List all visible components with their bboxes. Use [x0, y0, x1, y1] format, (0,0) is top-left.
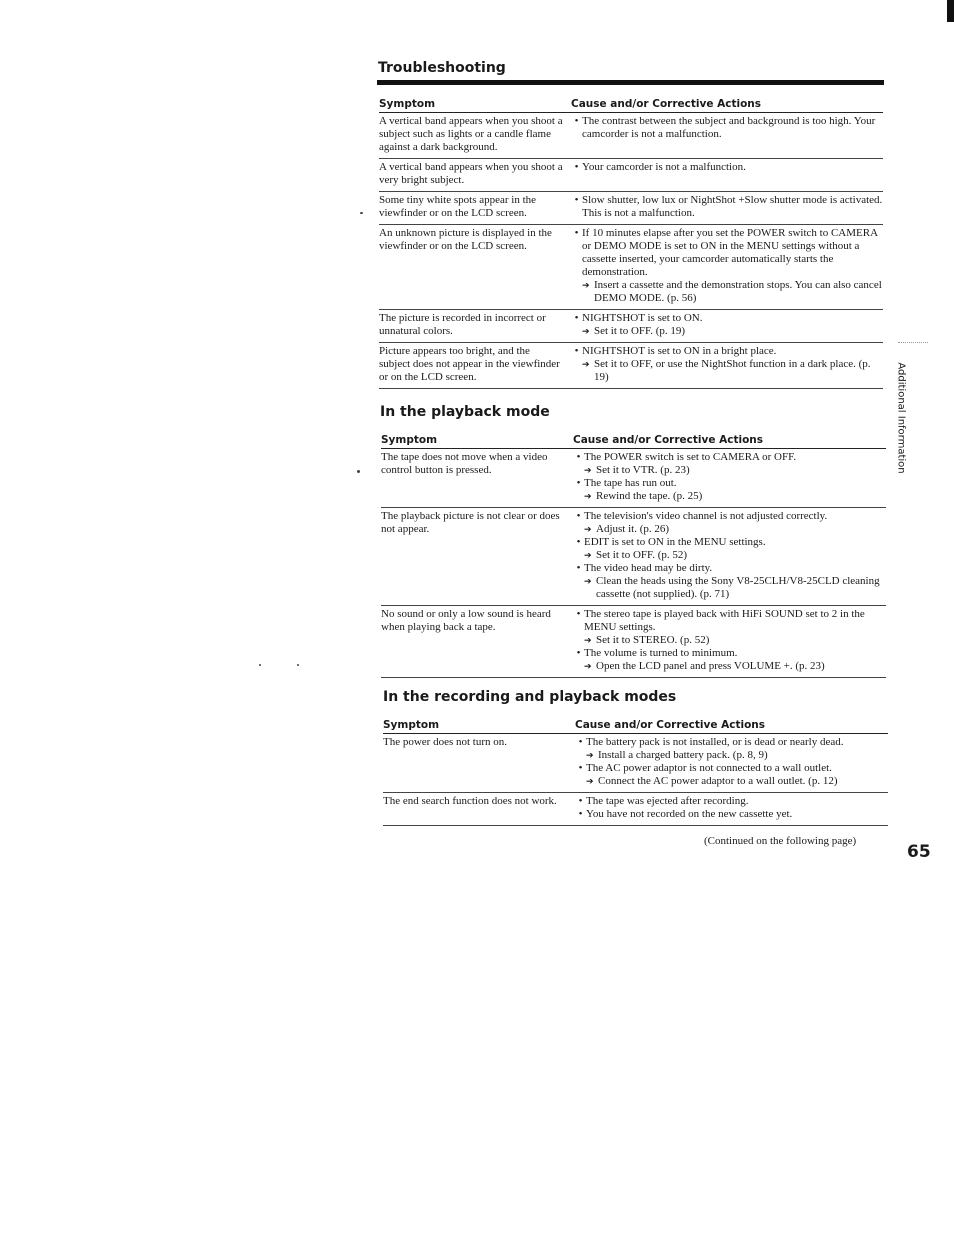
column-header-cause: Cause and/or Corrective Actions — [573, 433, 886, 449]
cause-cell — [575, 734, 888, 793]
column-header-cause: Cause and/or Corrective Actions — [571, 97, 883, 113]
action-text: Set it to OFF. (p. 19) — [594, 325, 686, 337]
symptom-cell: The picture is recorded in incorrect or unnatural colors. — [379, 310, 571, 343]
scan-speck — [360, 212, 363, 214]
bullet-icon: • — [578, 795, 583, 807]
cause-text: The contrast between the subject and background is too high. Your camcorder is not a malfunction. — [582, 115, 876, 140]
table-header-row — [379, 97, 883, 113]
cause-cell — [575, 793, 888, 826]
cause-text: The tape has run out. — [584, 477, 677, 489]
arrow-icon: ➔ — [584, 465, 592, 475]
arrow-icon: ➔ — [584, 661, 592, 671]
symptom-cell: Picture appears too bright, and the subject does not appear in the viewfinder or on the LCD screen. — [379, 343, 571, 389]
cause-item — [573, 647, 886, 660]
bullet-icon: • — [576, 562, 581, 574]
troubleshooting-table-playback — [381, 433, 886, 678]
bullet-icon: • — [574, 227, 579, 239]
cause-text: The POWER switch is set to CAMERA or OFF. — [584, 451, 797, 463]
arrow-icon: ➔ — [582, 326, 590, 336]
cause-text: The battery pack is not installed, or is dead or nearly dead. — [586, 736, 844, 748]
symptom-cell: Some tiny white spots appear in the viewfinder or on the LCD screen. — [379, 192, 571, 225]
table-row — [379, 159, 883, 192]
scan-speck — [297, 664, 299, 666]
action-text: Set it to OFF. (p. 52) — [596, 549, 688, 561]
side-tab-label — [894, 358, 908, 478]
symptom-cell: No sound or only a low sound is heard when playing back a tape. — [381, 606, 573, 678]
bullet-icon: • — [576, 451, 581, 463]
arrow-icon: ➔ — [584, 576, 592, 586]
cause-cell — [571, 343, 883, 389]
cause-item — [573, 477, 886, 490]
symptom-cell: The power does not turn on. — [383, 734, 575, 793]
table-row — [379, 225, 883, 310]
cause-cell — [571, 192, 883, 225]
cause-item — [571, 115, 883, 141]
action-text: Insert a cassette and the demonstration stops. You can also cancel DEMO MODE. (p. 56) — [594, 279, 882, 304]
column-header-symptom: Symptom — [383, 718, 575, 734]
table-row — [379, 343, 883, 389]
symptom-cell: The playback picture is not clear or does not appear. — [381, 508, 573, 606]
action-text: Adjust it. (p. 26) — [596, 523, 670, 535]
arrow-icon: ➔ — [584, 550, 592, 560]
bullet-icon: • — [576, 510, 581, 522]
arrow-icon: ➔ — [586, 750, 594, 760]
action-text: Connect the AC power adaptor to a wall outlet. (p. 12) — [598, 775, 838, 787]
table-header-row — [381, 433, 886, 449]
action-text: Set it to OFF, or use the NightShot function in a dark place. (p. 19) — [594, 358, 871, 383]
action-text: Rewind the tape. (p. 25) — [596, 490, 703, 502]
arrow-icon: ➔ — [582, 359, 590, 369]
cause-text: The AC power adaptor is not connected to a wall outlet. — [586, 762, 832, 774]
cause-text: You have not recorded on the new cassette yet. — [586, 808, 793, 820]
section-heading-recording-playback: In the recording and playback modes — [383, 689, 677, 705]
cause-cell — [571, 310, 883, 343]
corrective-action — [573, 575, 886, 601]
column-header-symptom: Symptom — [381, 433, 573, 449]
cause-text: NIGHTSHOT is set to ON. — [582, 312, 703, 324]
bullet-icon: • — [574, 194, 579, 206]
cause-text: The stereo tape is played back with HiFi SOUND set to 2 in the MENU settings. — [584, 608, 865, 633]
cause-cell — [573, 508, 886, 606]
cause-text: The television's video channel is not adjusted correctly. — [584, 510, 828, 522]
cause-item — [575, 762, 888, 775]
action-text: Set it to STEREO. (p. 52) — [596, 634, 710, 646]
corrective-action — [573, 523, 886, 536]
page-edge-tab — [947, 0, 954, 22]
table-row — [383, 793, 888, 826]
bullet-icon: • — [576, 536, 581, 548]
cause-item — [575, 808, 888, 821]
cause-item — [573, 536, 886, 549]
cause-cell — [571, 113, 883, 159]
corrective-action — [571, 358, 883, 384]
cause-item — [571, 345, 883, 358]
cause-text: The video head may be dirty. — [584, 562, 713, 574]
column-header-cause: Cause and/or Corrective Actions — [575, 718, 888, 734]
cause-text: Slow shutter, low lux or NightShot +Slow shutter mode is activated. This is not a malfunction. — [582, 194, 883, 219]
corrective-action — [573, 490, 886, 503]
cause-text: NIGHTSHOT is set to ON in a bright place. — [582, 345, 777, 357]
section-heading-playback: In the playback mode — [380, 404, 550, 420]
page-number: 65 — [907, 842, 931, 862]
corrective-action — [573, 660, 886, 673]
cause-item — [573, 608, 886, 634]
title-rule — [377, 80, 884, 85]
troubleshooting-table-general — [379, 97, 883, 389]
cause-item — [571, 161, 883, 174]
corrective-action — [573, 464, 886, 477]
arrow-icon: ➔ — [582, 280, 590, 290]
corrective-action — [573, 634, 886, 647]
cause-item — [571, 227, 883, 279]
cause-text: EDIT is set to ON in the MENU settings. — [584, 536, 766, 548]
cause-item — [571, 194, 883, 220]
symptom-cell: A vertical band appears when you shoot a subject such as lights or a candle flame against a dark background. — [379, 113, 571, 159]
corrective-action — [571, 325, 883, 338]
action-text: Open the LCD panel and press VOLUME +. (p. 23) — [596, 660, 825, 672]
cause-item — [573, 451, 886, 464]
corrective-action — [573, 549, 886, 562]
bullet-icon: • — [574, 161, 579, 173]
cause-text: If 10 minutes elapse after you set the POWER switch to CAMERA or DEMO MODE is set to ON in the MENU settings without a cassette inserted, your camcorder automatically starts the demonstration. — [582, 227, 878, 278]
corrective-action — [575, 775, 888, 788]
scan-smudge — [898, 342, 928, 349]
symptom-cell: A vertical band appears when you shoot a very bright subject. — [379, 159, 571, 192]
page-title: Troubleshooting — [378, 60, 506, 76]
cause-text: The tape was ejected after recording. — [586, 795, 749, 807]
arrow-icon: ➔ — [584, 524, 592, 534]
action-text: Set it to VTR. (p. 23) — [596, 464, 690, 476]
bullet-icon: • — [578, 736, 583, 748]
cause-item — [571, 312, 883, 325]
table-row — [381, 606, 886, 678]
cause-cell — [573, 606, 886, 678]
column-header-symptom: Symptom — [379, 97, 571, 113]
table-row — [379, 310, 883, 343]
table-row — [383, 734, 888, 793]
cause-text: Your camcorder is not a malfunction. — [582, 161, 746, 173]
bullet-icon: • — [574, 345, 579, 357]
cause-item — [575, 795, 888, 808]
arrow-icon: ➔ — [584, 491, 592, 501]
corrective-action — [575, 749, 888, 762]
table-row — [379, 113, 883, 159]
corrective-action — [571, 279, 883, 305]
arrow-icon: ➔ — [584, 635, 592, 645]
symptom-cell: The tape does not move when a video control button is pressed. — [381, 449, 573, 508]
bullet-icon: • — [576, 477, 581, 489]
cause-cell — [571, 159, 883, 192]
cause-item — [573, 562, 886, 575]
bullet-icon: • — [576, 647, 581, 659]
cause-cell — [573, 449, 886, 508]
cause-item — [573, 510, 886, 523]
cause-cell — [571, 225, 883, 310]
table-row — [381, 508, 886, 606]
bullet-icon: • — [574, 312, 579, 324]
side-tab-text: Additional Information — [895, 362, 907, 474]
cause-item — [575, 736, 888, 749]
action-text: Install a charged battery pack. (p. 8, 9) — [598, 749, 768, 761]
cause-text: The volume is turned to minimum. — [584, 647, 738, 659]
symptom-cell: The end search function does not work. — [383, 793, 575, 826]
bullet-icon: • — [576, 608, 581, 620]
action-text: Clean the heads using the Sony V8-25CLH/V8-25CLD cleaning cassette (not supplied). (p. 71) — [596, 575, 880, 600]
table-header-row — [383, 718, 888, 734]
bullet-icon: • — [574, 115, 579, 127]
arrow-icon: ➔ — [586, 776, 594, 786]
symptom-cell: An unknown picture is displayed in the viewfinder or on the LCD screen. — [379, 225, 571, 310]
table-row — [379, 192, 883, 225]
scan-speck — [259, 664, 261, 666]
bullet-icon: • — [578, 762, 583, 774]
scan-speck — [357, 470, 360, 473]
table-row — [381, 449, 886, 508]
bullet-icon: • — [578, 808, 583, 820]
troubleshooting-table-recording-playback — [383, 718, 888, 826]
continued-note: (Continued on the following page) — [704, 835, 857, 847]
